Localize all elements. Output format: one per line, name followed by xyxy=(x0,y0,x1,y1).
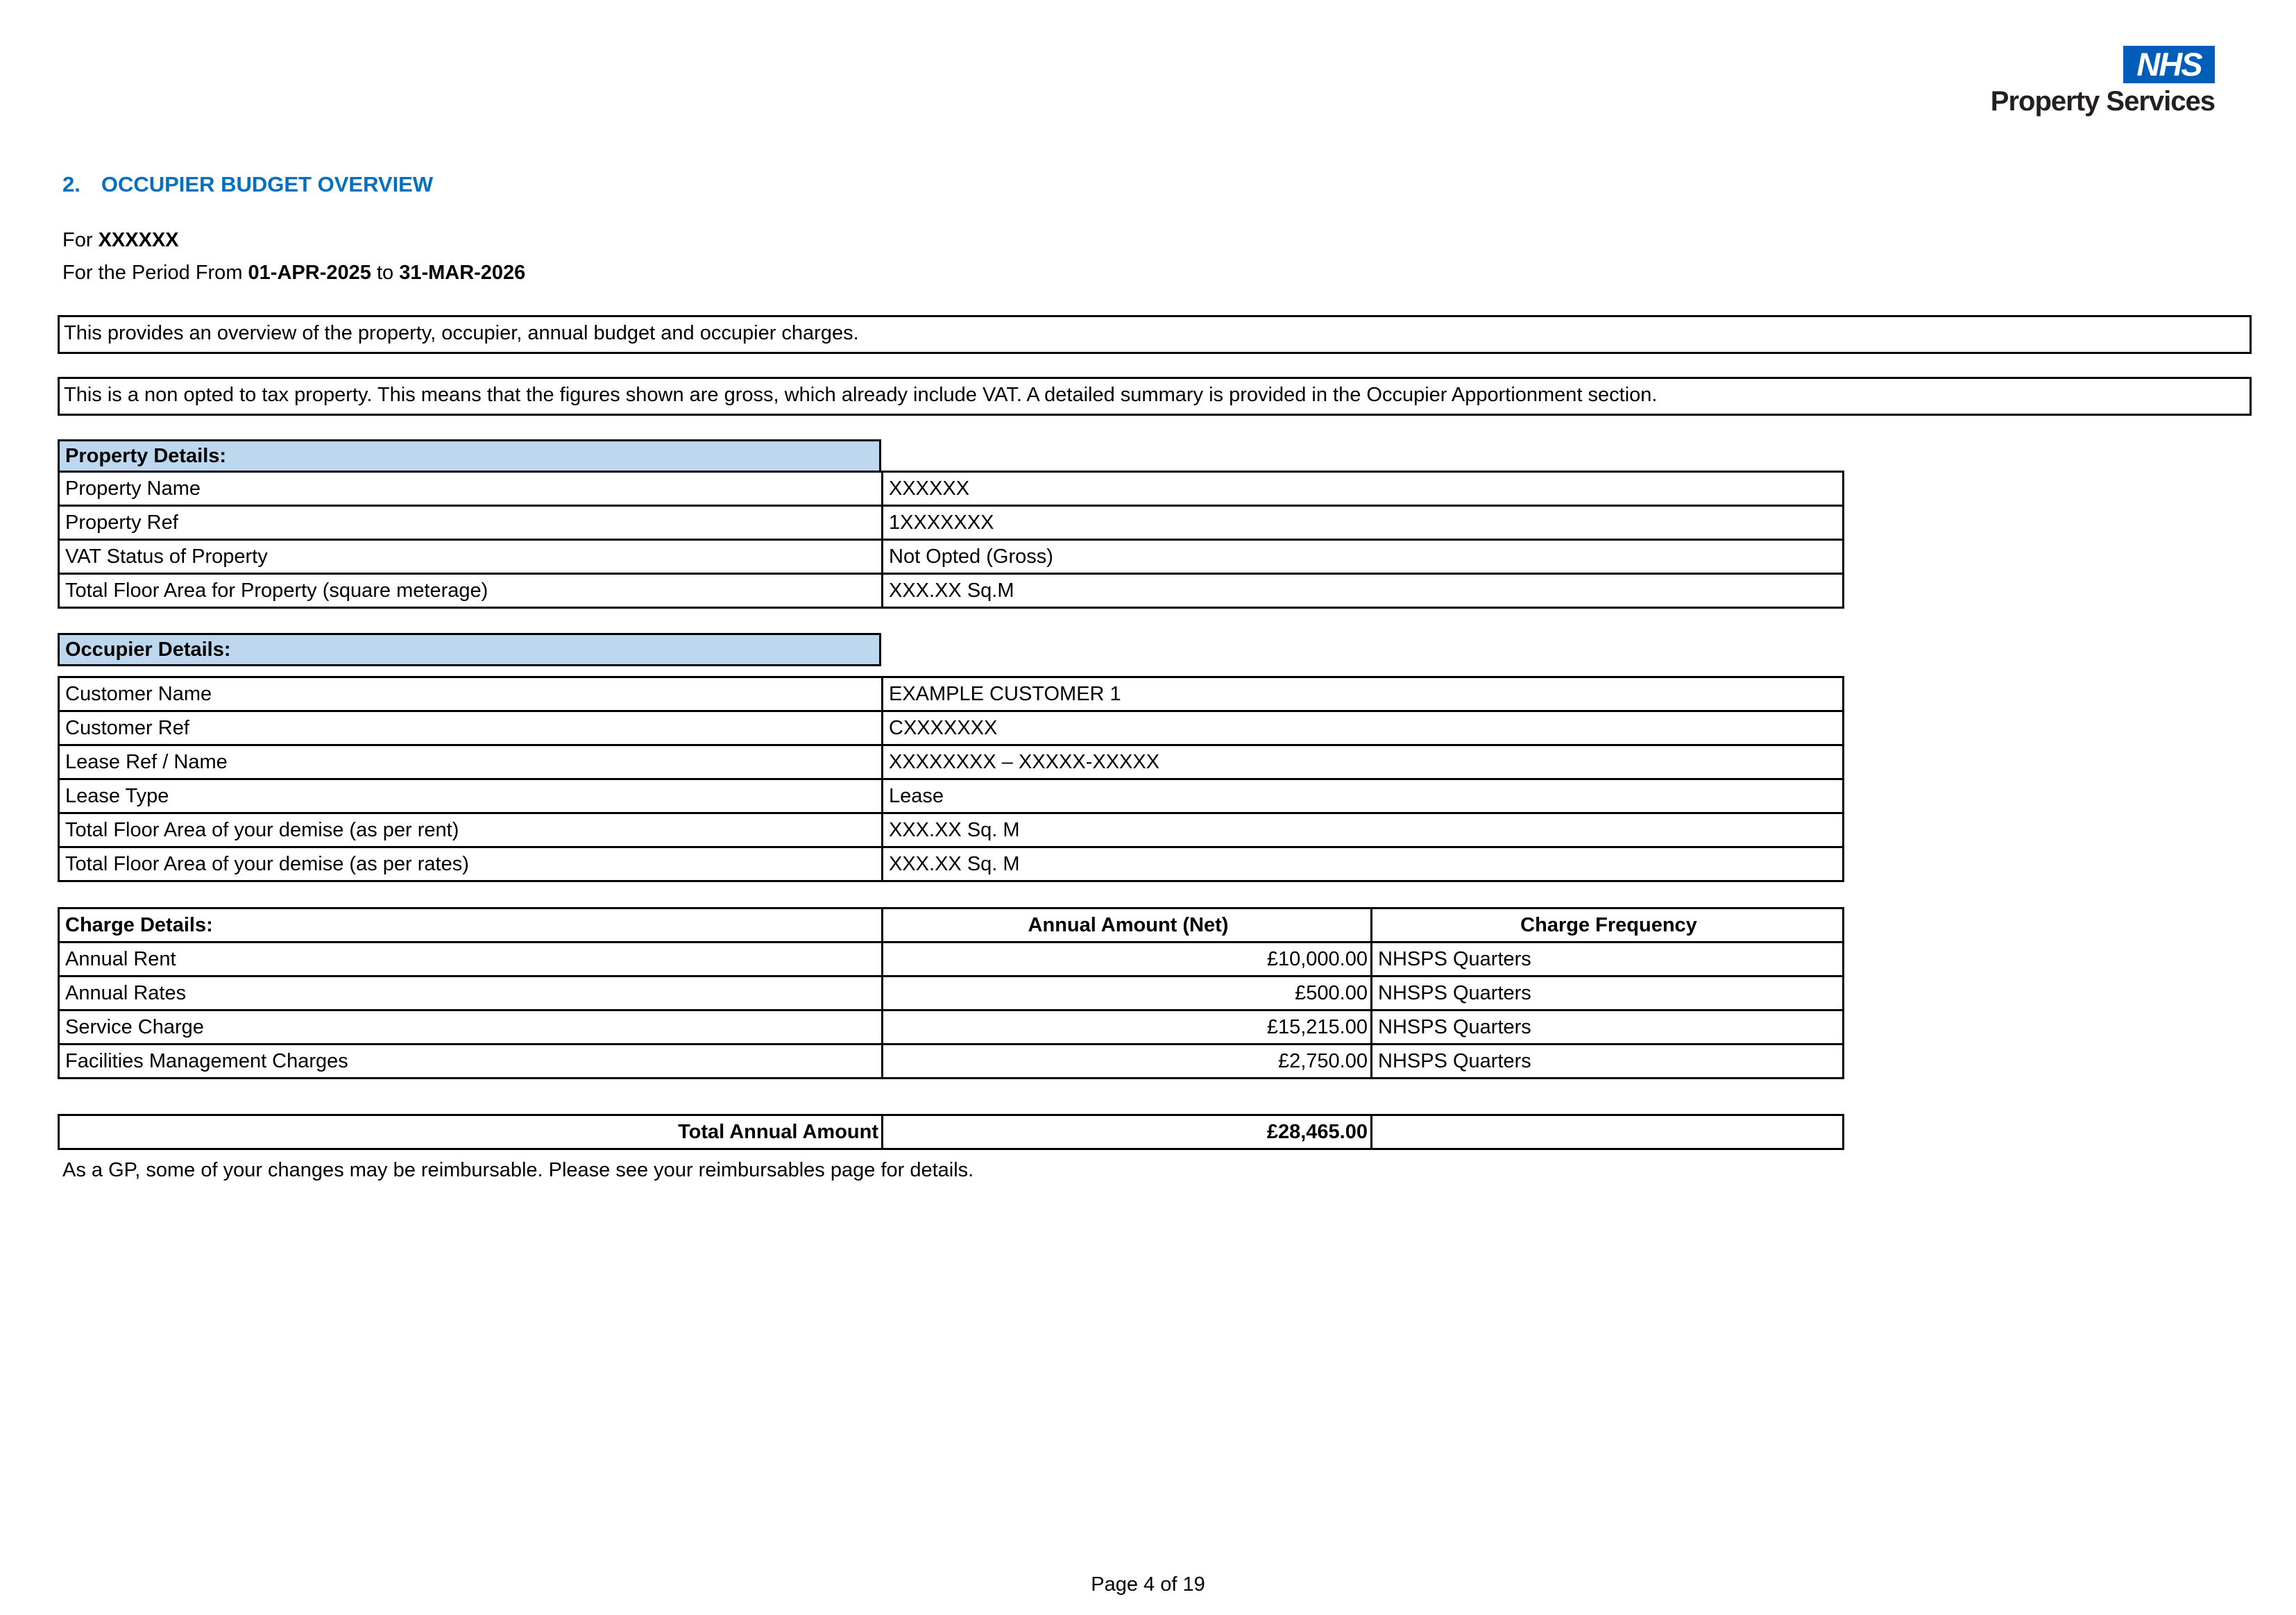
lease-type-label: Lease Type xyxy=(59,779,883,813)
table-row xyxy=(59,472,1844,506)
demise-rates-area-label: Total Floor Area of your demise (as per rates) xyxy=(59,847,883,881)
property-details-header-label: Property Details: xyxy=(65,444,227,467)
table-row xyxy=(59,677,1844,711)
period-to: to xyxy=(376,262,394,284)
for-line xyxy=(62,229,2296,252)
table-row xyxy=(59,1045,1844,1079)
customer-name-value: EXAMPLE CUSTOMER 1 xyxy=(883,677,1844,711)
vat-notice-box xyxy=(58,377,2252,416)
customer-ref-value: CXXXXXXX xyxy=(883,711,1844,745)
period-end-date: 31-MAR-2026 xyxy=(399,262,526,284)
demise-rates-area-value: XXX.XX Sq. M xyxy=(883,847,1844,881)
charge-details-table xyxy=(58,907,1844,1079)
nhs-logo-text: NHS xyxy=(2136,46,2202,83)
property-floor-area-label: Total Floor Area for Property (square meterage) xyxy=(59,574,883,608)
table-row xyxy=(59,745,1844,779)
table-row xyxy=(59,779,1844,813)
logo-subtitle: Property Services xyxy=(1990,86,2215,117)
total-annual-amount-label: Total Annual Amount xyxy=(59,1115,883,1149)
period-line xyxy=(62,262,2296,285)
property-name-value: XXXXXX xyxy=(883,472,1844,506)
customer-name-label: Customer Name xyxy=(59,677,883,711)
section-number: 2. xyxy=(62,172,80,196)
service-charge-frequency: NHSPS Quarters xyxy=(1372,1011,1844,1045)
annual-rent-amount: £10,000.00 xyxy=(883,942,1372,976)
facilities-management-label: Facilities Management Charges xyxy=(59,1045,883,1079)
nhs-logo-icon xyxy=(2123,46,2215,83)
facilities-management-frequency: NHSPS Quarters xyxy=(1372,1045,1844,1079)
total-spacer-cell xyxy=(1372,1115,1844,1149)
table-row xyxy=(59,976,1844,1011)
annual-rent-frequency: NHSPS Quarters xyxy=(1372,942,1844,976)
period-start-date: 01-APR-2025 xyxy=(248,262,371,284)
property-name-label: Property Name xyxy=(59,472,883,506)
for-value: XXXXXX xyxy=(98,229,179,251)
table-row xyxy=(59,540,1844,574)
annual-amount-column-header: Annual Amount (Net) xyxy=(883,908,1372,942)
occupier-details-header-label: Occupier Details: xyxy=(65,638,231,661)
vat-status-label: VAT Status of Property xyxy=(59,540,883,574)
annual-rent-label: Annual Rent xyxy=(59,942,883,976)
property-floor-area-value: XXX.XX Sq.M xyxy=(883,574,1844,608)
demise-rent-area-value: XXX.XX Sq. M xyxy=(883,813,1844,847)
overview-notice-box xyxy=(58,315,2252,354)
period-prefix: For the Period From xyxy=(62,262,243,284)
charge-details-header-label: Charge Details: xyxy=(59,908,883,942)
service-charge-amount: £15,215.00 xyxy=(883,1011,1372,1045)
total-annual-amount-row xyxy=(58,1114,1844,1150)
property-ref-label: Property Ref xyxy=(59,506,883,540)
charge-details-header-row xyxy=(59,908,1844,942)
property-ref-value: 1XXXXXXX xyxy=(883,506,1844,540)
annual-rates-label: Annual Rates xyxy=(59,976,883,1011)
lease-ref-label: Lease Ref / Name xyxy=(59,745,883,779)
overview-notice-text: This provides an overview of the property, occupier, annual budget and occupier charges. xyxy=(64,322,859,344)
table-row xyxy=(59,813,1844,847)
nhs-property-services-logo xyxy=(1991,46,2215,117)
table-row xyxy=(59,711,1844,745)
page-number: Page 4 of 19 xyxy=(1091,1573,1205,1596)
table-row xyxy=(59,847,1844,881)
vat-notice-text: This is a non opted to tax property. This means that the figures shown are gross, which already include VAT. A detailed summary is provided in the Occupier Apportionment section. xyxy=(64,384,1658,406)
lease-ref-value: XXXXXXXX – XXXXX-XXXXX xyxy=(883,745,1844,779)
demise-rent-area-label: Total Floor Area of your demise (as per rent) xyxy=(59,813,883,847)
charge-frequency-column-header: Charge Frequency xyxy=(1372,908,1844,942)
table-row xyxy=(59,1011,1844,1045)
section-title: OCCUPIER BUDGET OVERVIEW xyxy=(101,172,434,196)
table-row xyxy=(59,1115,1844,1149)
property-details-table xyxy=(58,471,1844,609)
occupier-details-table xyxy=(58,676,1844,882)
property-details-header xyxy=(58,439,881,473)
customer-ref-label: Customer Ref xyxy=(59,711,883,745)
service-charge-label: Service Charge xyxy=(59,1011,883,1045)
section-heading xyxy=(62,172,2296,197)
table-row xyxy=(59,942,1844,976)
occupier-details-header xyxy=(58,633,881,666)
table-row xyxy=(59,574,1844,608)
gp-reimbursable-note: As a GP, some of your changes may be reimbursable. Please see your reimbursables page for details. xyxy=(62,1159,974,1181)
for-prefix: For xyxy=(62,229,93,251)
annual-rates-amount: £500.00 xyxy=(883,976,1372,1011)
vat-status-value: Not Opted (Gross) xyxy=(883,540,1844,574)
facilities-management-amount: £2,750.00 xyxy=(883,1045,1372,1079)
lease-type-value: Lease xyxy=(883,779,1844,813)
annual-rates-frequency: NHSPS Quarters xyxy=(1372,976,1844,1011)
table-row xyxy=(59,506,1844,540)
total-annual-amount-value: £28,465.00 xyxy=(883,1115,1372,1149)
